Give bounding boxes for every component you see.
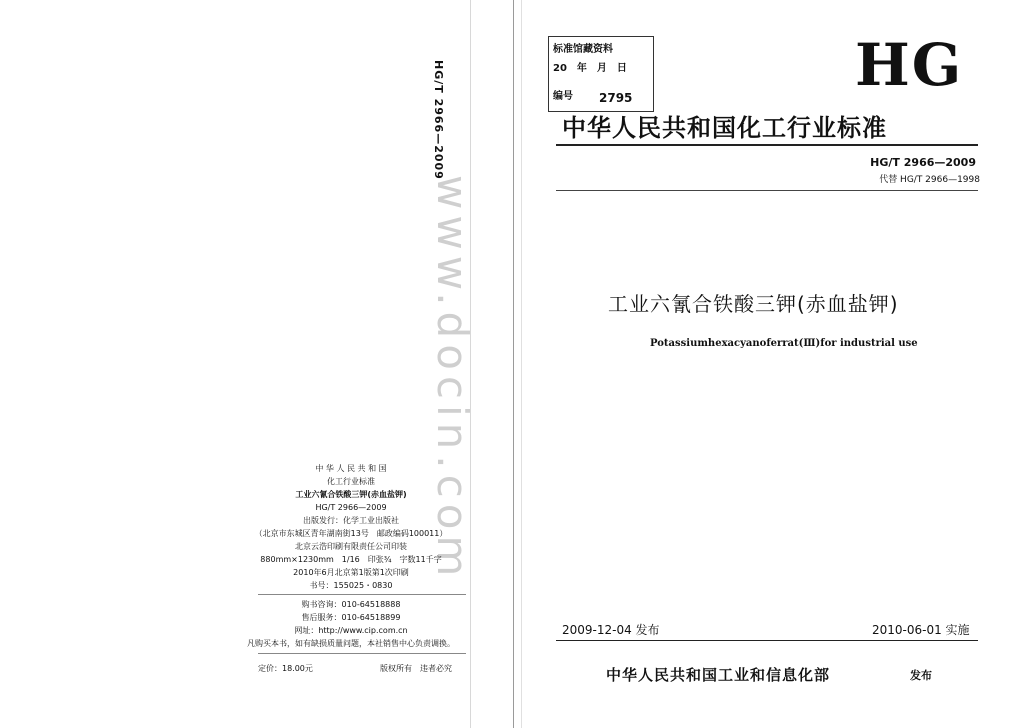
document-title-en: Potassiumhexacyanoferrat(Ⅲ)for industrial use [650, 338, 918, 349]
spine-standard-code: HG/T 2966—2009 [432, 60, 445, 180]
issuer-tag: 发布 [910, 669, 932, 682]
hg-logo: HG [855, 31, 964, 99]
issuing-authority: 中华人民共和国工业和信息化部 [606, 666, 831, 684]
effective-date: 2010-06-01 实施 [872, 623, 970, 637]
publish-date: 2009-12-04 发布 [562, 623, 660, 637]
imprint-line: 880mm×1230mm 1/16 印张¾ 字数11千字 [260, 555, 442, 564]
imprint-contact [236, 598, 466, 650]
rights-notice: 版权所有 违者必究 [380, 664, 452, 673]
title-rule [556, 144, 978, 146]
right-page-edge [521, 0, 522, 728]
organization-title: 中华人民共和国化工行业标准 [562, 114, 887, 142]
imprint-line: （北京市东城区青年湖南街13号 邮政编码100011） [254, 529, 448, 538]
price: 定价：18.00元 [258, 664, 313, 673]
replaces-standard: 代替 HG/T 2966—1998 [879, 175, 980, 185]
stamp-line: 标准馆藏资料 [553, 44, 613, 55]
standard-code: HG/T 2966—2009 [870, 156, 976, 169]
library-stamp [548, 36, 654, 112]
imprint-line: 化工行业标准 [327, 477, 375, 486]
document-title-cn: 工业六氰合铁酸三钾(赤血盐钾) [608, 292, 899, 316]
imprint-line: 出版发行：化学工业出版社 [303, 516, 399, 525]
page-fold-line [513, 0, 514, 728]
contact-line: 凡购买本书，如有缺损质量问题，本社销售中心负责调换。 [247, 639, 455, 648]
contact-line: 购书咨询：010-64518888 [301, 600, 401, 609]
imprint-rule-bottom [258, 653, 466, 654]
imprint-rule-top [258, 594, 466, 595]
contact-line: 售后服务：010-64518899 [301, 613, 401, 622]
stamp-label: 编号 [553, 91, 573, 102]
watermark: www.docin.com [428, 175, 477, 583]
imprint-line: 2010年6月北京第1版第1次印刷 [293, 568, 409, 577]
imprint-line: 书号：155025・0830 [309, 581, 393, 590]
imprint-line: 中 华 人 民 共 和 国 [315, 464, 387, 473]
stamp-number: 2795 [599, 91, 633, 105]
contact-line: 网址：http://www.cip.com.cn [294, 626, 408, 635]
stamp-date: 20 年 月 日 [553, 63, 627, 74]
date-rule [556, 640, 978, 641]
imprint-line: HG/T 2966—2009 [315, 503, 387, 512]
imprint-line: 北京云浩印刷有限责任公司印装 [295, 542, 407, 551]
code-rule [556, 190, 978, 191]
imprint-line: 工业六氰合铁酸三钾(赤血盐钾) [295, 490, 407, 499]
imprint-block [236, 462, 466, 592]
